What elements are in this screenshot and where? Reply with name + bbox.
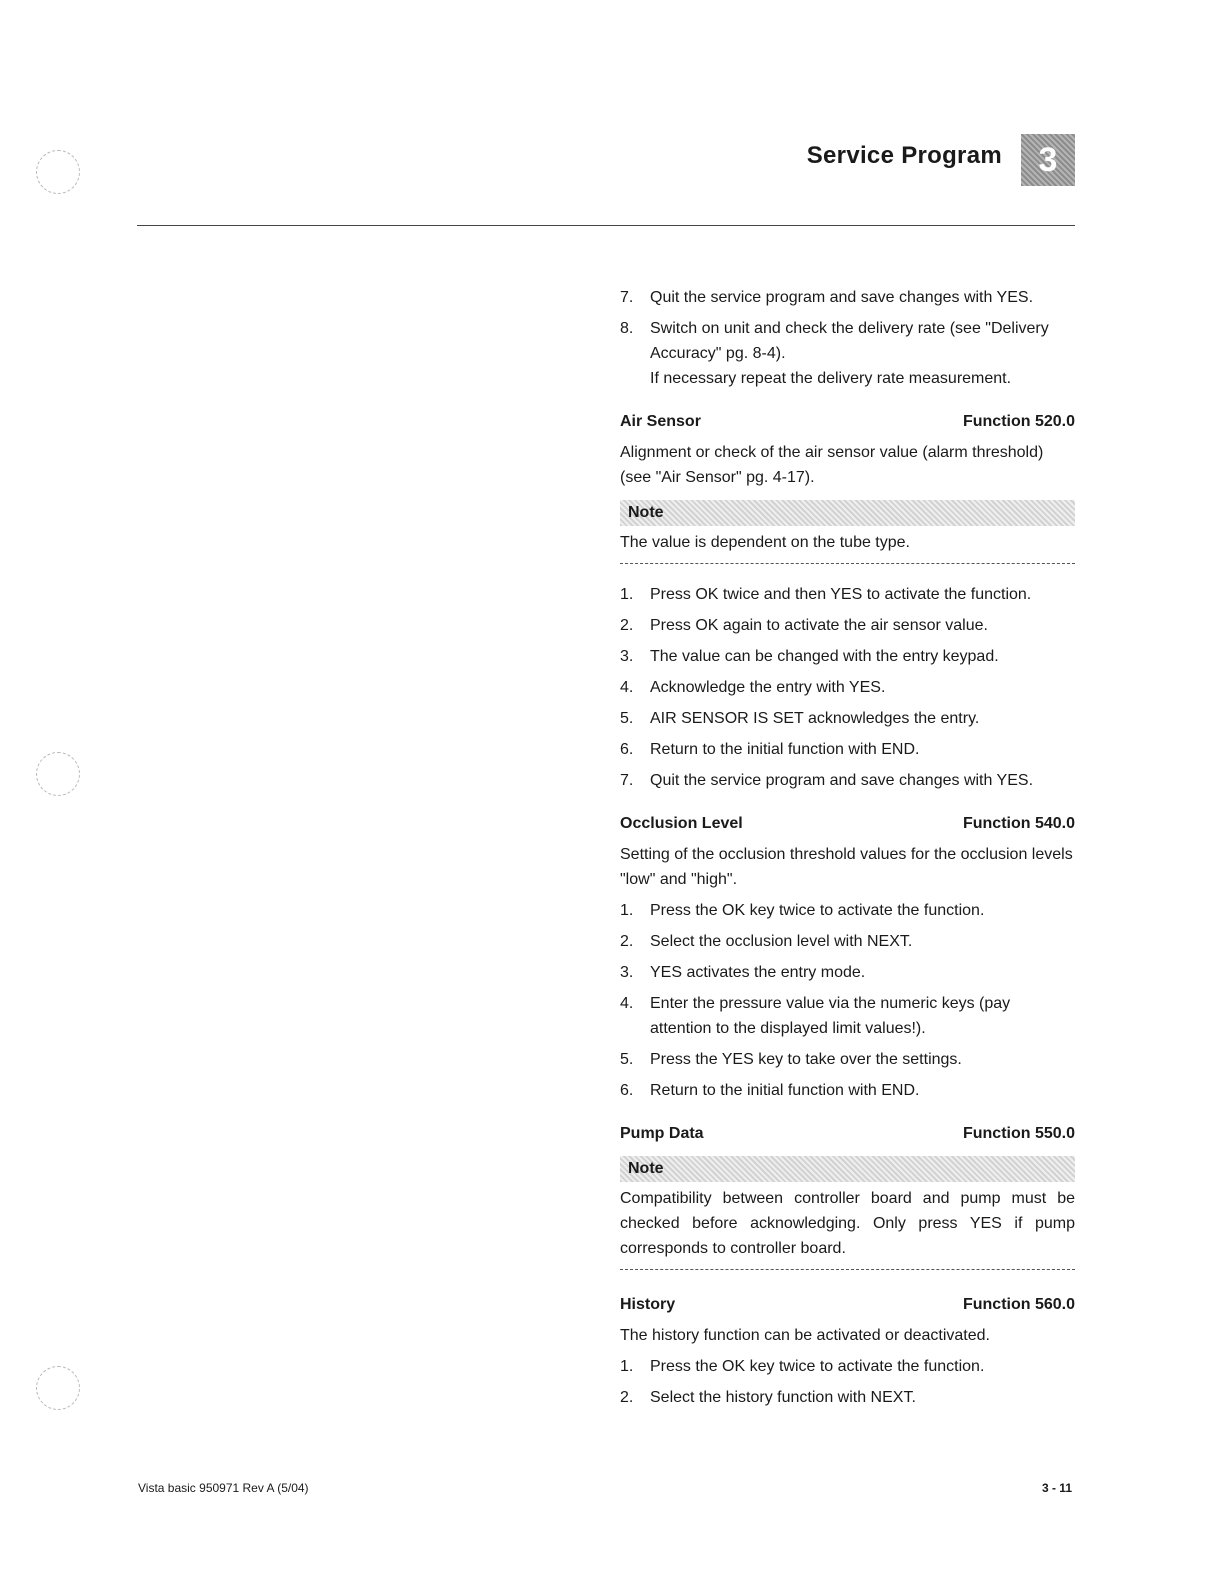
step-number: 6. xyxy=(620,1082,634,1099)
list-item xyxy=(620,1354,1075,1379)
list-item xyxy=(620,991,1075,1041)
list-item xyxy=(620,613,1075,638)
step-text: The value can be changed with the entry keypad. xyxy=(650,648,999,665)
binder-hole-top xyxy=(36,150,80,194)
pump-data-section xyxy=(620,1121,1075,1270)
list-item xyxy=(620,929,1075,954)
list-item xyxy=(620,644,1075,669)
function-code: Function 520.0 xyxy=(962,413,1075,430)
note-text: Compatibility between controller board and pump must be checked before acknowledging. Only press YES if pump corresponds to controller board. xyxy=(620,1190,1075,1257)
step-number: 3. xyxy=(620,648,634,665)
list-item xyxy=(620,898,1075,923)
step-text: Enter the pressure value via the numeric keys (pay attention to the displayed limit values!). xyxy=(650,995,1011,1037)
list-item xyxy=(620,1078,1075,1103)
function-code: Function 550.0 xyxy=(962,1125,1075,1142)
section-title: Air Sensor xyxy=(620,413,701,430)
section-description: Setting of the occlusion threshold values for the occlusion levels "low" and "high". xyxy=(620,846,1073,888)
step-text: Return to the initial function with END. xyxy=(650,741,920,758)
list-item xyxy=(620,316,1075,391)
note-box xyxy=(620,500,1075,564)
step-text: Press OK twice and then YES to activate the function. xyxy=(650,586,1032,603)
section-heading xyxy=(620,811,1075,836)
step-text: Press the OK key twice to activate the function. xyxy=(650,1358,985,1375)
list-item xyxy=(620,285,1075,310)
step-number: 6. xyxy=(620,741,634,758)
step-number: 8. xyxy=(620,320,634,337)
step-number: 4. xyxy=(620,995,634,1012)
step-number: 1. xyxy=(620,586,634,603)
occlusion-section xyxy=(620,811,1075,1103)
list-item xyxy=(620,706,1075,731)
note-label: Note xyxy=(620,500,1075,526)
step-text: Switch on unit and check the delivery rate (see "Delivery Accuracy" pg. 8-4). xyxy=(650,320,1049,362)
step-number: 7. xyxy=(620,289,634,306)
step-text: Select the occlusion level with NEXT. xyxy=(650,933,913,950)
section-title: Pump Data xyxy=(620,1125,704,1142)
step-text: Press OK again to activate the air sensor value. xyxy=(650,617,988,634)
footer-document-id: Vista basic 950971 Rev A (5/04) xyxy=(138,1481,309,1495)
step-text: Quit the service program and save changes with YES. xyxy=(650,289,1034,306)
section-title: Occlusion Level xyxy=(620,815,743,832)
step-text: Press the YES key to take over the settings. xyxy=(650,1051,962,1068)
step-number: 5. xyxy=(620,1051,634,1068)
step-text: AIR SENSOR IS SET acknowledges the entry. xyxy=(650,710,980,727)
history-section xyxy=(620,1292,1075,1410)
footer-page-number: 3 - 11 xyxy=(1041,1481,1072,1495)
function-code: Function 540.0 xyxy=(962,815,1075,832)
step-text: YES activates the entry mode. xyxy=(650,964,866,981)
binder-hole-middle xyxy=(36,752,80,796)
step-text: Acknowledge the entry with YES. xyxy=(650,679,886,696)
step-number: 3. xyxy=(620,964,634,981)
step-number: 5. xyxy=(620,710,634,727)
binder-hole-bottom xyxy=(36,1366,80,1410)
step-text: Return to the initial function with END. xyxy=(650,1082,920,1099)
section-heading xyxy=(620,1292,1075,1317)
step-number: 1. xyxy=(620,1358,634,1375)
step-text: Press the OK key twice to activate the function. xyxy=(650,902,985,919)
main-content xyxy=(620,285,1075,1416)
step-number: 2. xyxy=(620,1389,634,1406)
top-steps-list xyxy=(620,285,1075,391)
step-text: Select the history function with NEXT. xyxy=(650,1389,916,1406)
list-item xyxy=(620,1047,1075,1072)
history-steps xyxy=(620,1354,1075,1410)
header-divider xyxy=(137,225,1075,226)
chapter-badge: 3 xyxy=(1021,134,1075,186)
list-item xyxy=(620,768,1075,793)
list-item xyxy=(620,582,1075,607)
note-box xyxy=(620,1156,1075,1270)
step-number: 4. xyxy=(620,679,634,696)
section-heading xyxy=(620,409,1075,434)
step-text: Quit the service program and save changes with YES. xyxy=(650,772,1034,789)
list-item xyxy=(620,737,1075,762)
page-title: Service Program xyxy=(806,142,1002,169)
step-number: 7. xyxy=(620,772,634,789)
list-item xyxy=(620,1385,1075,1410)
note-text: The value is dependent on the tube type. xyxy=(620,534,910,551)
section-description: The history function can be activated or deactivated. xyxy=(620,1327,990,1344)
step-number: 2. xyxy=(620,933,634,950)
section-description: Alignment or check of the air sensor value (alarm threshold) (see "Air Sensor" pg. 4-17). xyxy=(620,444,1044,486)
function-code: Function 560.0 xyxy=(962,1296,1075,1313)
note-label: Note xyxy=(620,1156,1075,1182)
section-heading xyxy=(620,1121,1075,1146)
step-number: 1. xyxy=(620,902,634,919)
step-extra-text: If necessary repeat the delivery rate measurement. xyxy=(650,370,1012,387)
list-item xyxy=(620,960,1075,985)
occlusion-steps xyxy=(620,898,1075,1103)
section-title: History xyxy=(620,1296,676,1313)
air-sensor-steps xyxy=(620,582,1075,793)
list-item xyxy=(620,675,1075,700)
step-number: 2. xyxy=(620,617,634,634)
air-sensor-section xyxy=(620,409,1075,793)
